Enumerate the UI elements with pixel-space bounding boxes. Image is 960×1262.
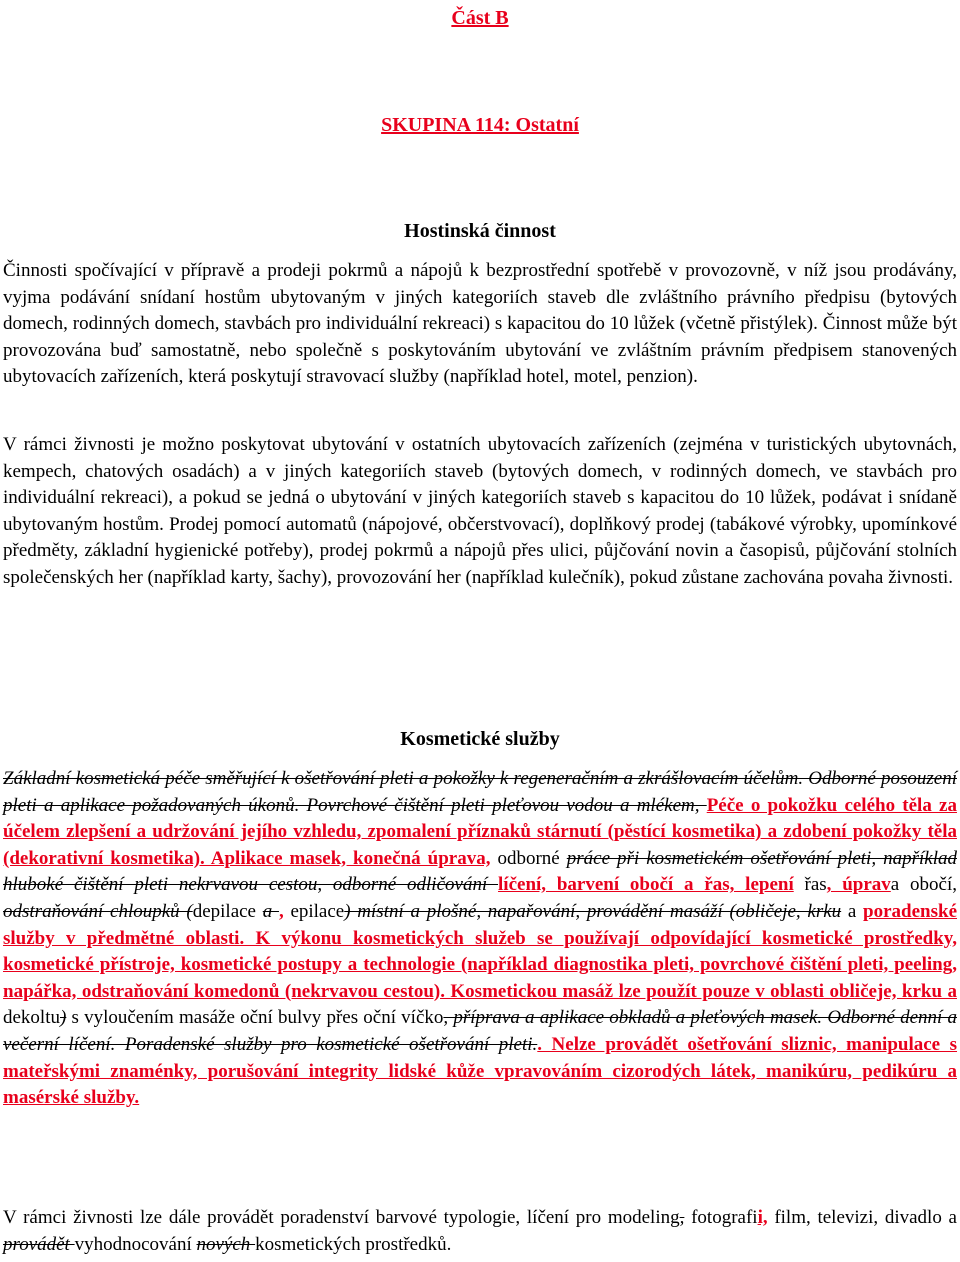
inserted-text: i, <box>757 1207 768 1228</box>
text-run: epilace <box>283 900 345 922</box>
text-run: a obočí, <box>890 874 957 896</box>
deleted-text: odstraňování chloupků ( <box>3 900 193 922</box>
deleted-text: , příprava a aplikace obkladů a pleťových masek. Odborné denní a večerní líčení. Poradenské služby pro kosmetické ošetřování pleti. <box>3 1007 958 1055</box>
text-run: fotografi <box>684 1207 758 1228</box>
inserted-text: , úprav <box>826 874 891 896</box>
group-title: SKUPINA 114: Ostatní <box>381 114 579 136</box>
text-run: dekoltu <box>3 1007 60 1029</box>
inserted-text: Péče o pokožku celého těla za účelem zlepšení a udržování jejího vzhledu, zpomalení příznaků stárnutí (pěstící kosmetika) a zdobení pokožky těla (dekorativní kosmetika). Aplikace masek, konečná úprava, <box>3 794 957 869</box>
part-title: Část B <box>451 7 509 29</box>
deleted-text: Základní kosmetická péče směřující k ošetřování pleti a pokožky k regeneračním a zkrášlovacím účelům. Odborné posouzení pleti a aplikace požadovaných úkonů. Povrchové čištění pleti pleťovou vodou a mlékem, <box>3 768 957 816</box>
text-run: s vyloučením masáže oční bulvy přes oční víčko <box>66 1007 444 1029</box>
deleted-text: ) místní a plošné, napařování, provádění masáží (obličeje, krku <box>344 900 842 922</box>
paragraph-kosmeticke-2 <box>3 1205 957 1258</box>
text-run: depilace <box>192 900 263 922</box>
text-run: vyhodnocování <box>74 1233 197 1255</box>
section-heading-kosmeticke: Kosmetické služby <box>400 728 560 750</box>
inserted-text: . Nelze provádět ošetřování sliznic, manipulace s mateřskými znaménky, porušování integrity lidské kůže vpravováním cizorodých látek, manikúru, pedikúru a masérské služby. <box>3 1033 958 1109</box>
text-run: řas <box>793 874 827 896</box>
deleted-text: , <box>679 1207 685 1228</box>
inserted-text: líčení, barvení obočí a řas, lepení <box>498 874 794 896</box>
deleted-text: ) <box>60 1007 67 1029</box>
inserted-text: poradenské služby v předmětné oblasti. K výkonu kosmetických služeb se používají odpovídající kosmetické prostředky, kosmetické přístroje, kosmetické postupy a technologie (například diagnostika pleti, povrchové čištění pleti, peeling, napářka, odstraňování komedonů (nekrvavou cestou). Kosmetickou masáž lze použít pouze v oblasti obličeje, krku a <box>3 900 958 1002</box>
text-run: odborné <box>490 847 567 869</box>
text-run: kosmetických prostředků. <box>255 1233 452 1255</box>
text-run: film, televizi, divadlo a <box>767 1207 957 1228</box>
deleted-text: práce při kosmetickém ošetřování pleti, například hluboké čištění pleti nekrvavou cestou, odborné odličování <box>3 847 957 896</box>
deleted-text: provádět <box>3 1233 75 1255</box>
paragraph-kosmeticke-1 <box>3 766 957 1112</box>
paragraph-hostinska-2: V rámci živnosti je možno poskytovat ubytování v ostatních ubytovacích zařízeních (zejména v turistických ubytovnách, kempech, chatových osadách) a v jiných kategoriích staveb (bytových domech, v rodinných domech, ve stavbách pro individuální rekreaci), a pokud se jedná o ubytování v jiných kategoriích staveb s kapacitou do 10 lůžek, podávat i snídaně ubytovaným hostům. Prodej pomocí automatů (nápojové, občerstvovací), doplňkový prodej (tabákové výrobky, upomínkové předměty, základní hygienické potřeby), prodej pokrmů a nápojů přes ulici, půjčování novin a časopisů, půjčování stolních společenských her (například karty, šachy), provozování her (například kulečník), pokud zůstane zachována povaha živnosti. <box>3 434 957 588</box>
deleted-text: a <box>262 900 279 922</box>
deleted-text: nových <box>196 1233 256 1255</box>
section-heading-hostinska: Hostinská činnost <box>404 220 556 242</box>
inserted-text: , <box>278 900 284 922</box>
text-run: V rámci živnosti lze dále provádět poradenství barvové typologie, líčení pro modeling <box>3 1207 680 1228</box>
text-run: a <box>841 900 864 922</box>
paragraph-hostinska-1: Činnosti spočívající v přípravě a prodeji pokrmů a nápojů k bezprostřední spotřebě v provozovně, v níž jsou prodávány, vyjma podávání snídaní hostům ubytovaným v jiných kategoriích staveb dle zvláštního právního předpisu (bytových domech, rodinných domech, stavbách pro individuální rekreaci) s kapacitou do 10 lůžek (včetně přistýlek). Činnost může být provozována buď samostatně, nebo společně s poskytováním ubytování ve zvláštním právním předpisem stanovených ubytovacích zařízeních, která poskytují stravovací služby (například hotel, motel, penzion). <box>3 260 957 388</box>
